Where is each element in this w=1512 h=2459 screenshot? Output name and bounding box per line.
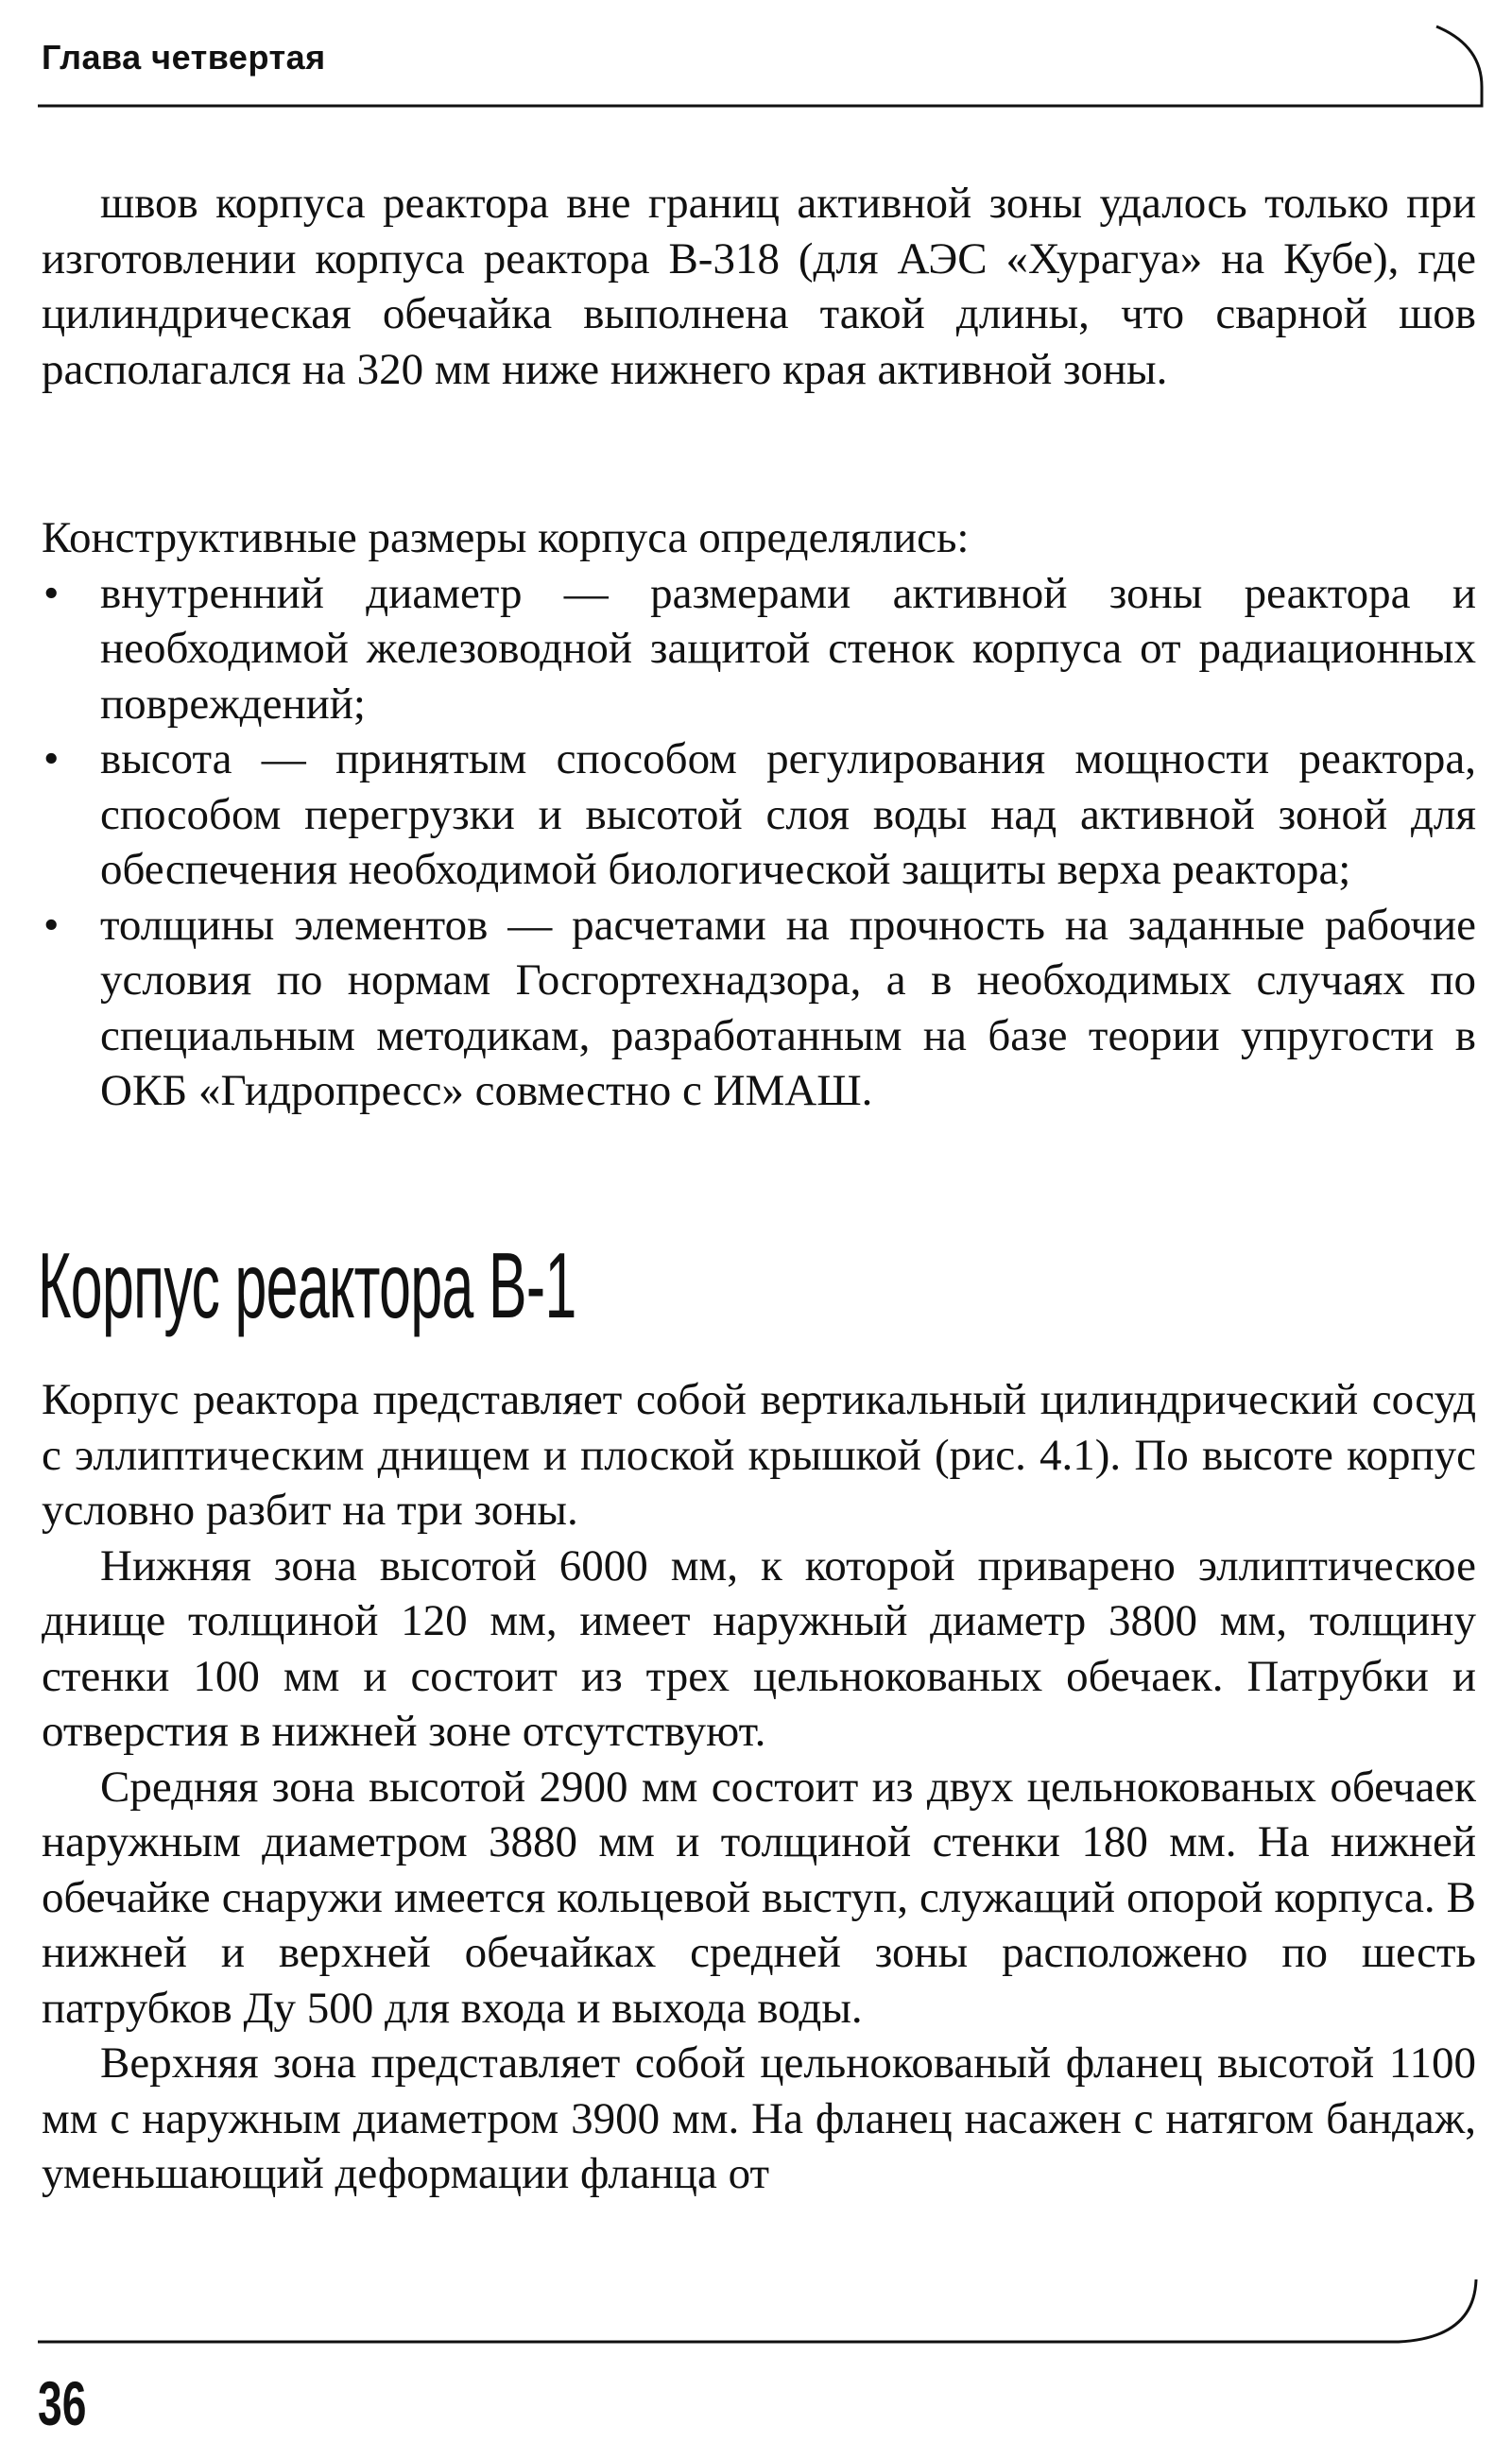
list-item: • внутренний диаметр — размерами активной зоны реактора и необходимой железоводной защитой стенок корпуса от радиационных повреждений; [42,566,1476,732]
bullet-icon: • [43,568,60,618]
section-paragraph: Верхняя зона представляет собой цельнокованый фланец высотой 1100 мм с наружным диаметром 3900 мм. На фланец насажен с натягом бандаж, уменьшающий деформации фланца от [42,2038,1476,2198]
section-body [42,1372,1476,2202]
list-item: • толщины элементов — расчетами на прочность на заданные рабочие условия по нормам Госгортехнадзора, а в необходимых случаях по специальным методикам, разработанным на базе теории упругости в ОКБ «Гидропресс» совместно с ИМАШ. [42,898,1476,1119]
section-paragraph: Нижняя зона высотой 6000 мм, к которой приварено эллиптическое днище толщиной 120 мм, имеет наружный диаметр 3800 мм, толщину стенки 100 мм и состоит из трех цельнокованых обечаек. Патрубки и отверстия в нижней зоне отсутствуют. [42,1540,1476,1756]
bullet-icon: • [43,734,60,783]
footer-rule [38,2279,1476,2342]
section-paragraph: Корпус реактора представляет собой вертикальный цилиндрический сосуд с эллиптическим днищем и плоской крышкой (рис. 4.1). По высоте корпус условно разбит на три зоны. [42,1375,1476,1535]
bullet-icon: • [43,900,60,950]
dimensions-block [42,510,1476,1119]
list-item: • высота — принятым способом регулирования мощности реактора, способом перегрузки и высотой слоя воды над активной зоной для обеспечения необходимой биологической защиты верха реактора; [42,731,1476,898]
running-head: Глава четвертая [42,38,326,77]
intro-paragraph: швов корпуса реактора вне границ активной зоны удалось только при изготовлении корпуса реактора В-318 (для АЭС «Хурагуа» на Кубе), где цилиндрическая обечайка выполнена такой длины, что сварной шов располагался на 320 мм ниже нижнего края активной зоны. [42,179,1476,394]
section-heading: Корпус реактора В-1 [38,1233,576,1337]
bullet-list [42,566,1476,1119]
section-paragraph: Средняя зона высотой 2900 мм состоит из двух цельнокованых обечаек наружным диаметром 3880 мм и толщиной стенки 180 мм. На нижней обечайке снаружи имеется кольцевой выступ, служащий опорой корпуса. В нижней и верхней обечайках средней зоны расположено по шесть патрубков Ду 500 для входа и выхода воды. [42,1762,1476,2033]
dimensions-lead: Конструктивные размеры корпуса определялись: [42,513,970,562]
intro-block [42,176,1476,397]
page-number: 36 [38,2368,87,2438]
